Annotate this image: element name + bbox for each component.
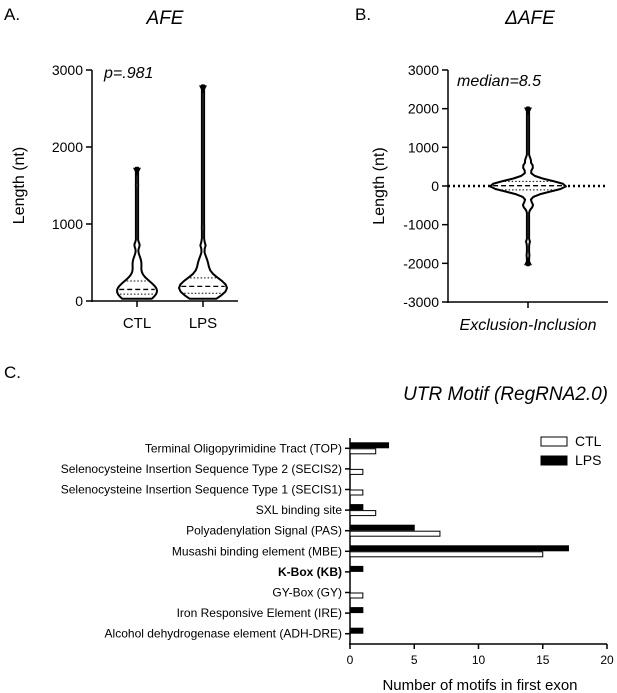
y-axis-label: Length (nt) xyxy=(11,146,28,225)
x-axis-label: Number of motifs in first exon xyxy=(382,677,578,693)
bar-ctl xyxy=(350,490,363,495)
panel-a-title: AFE xyxy=(146,8,184,29)
min-marker xyxy=(524,257,532,265)
bar-lps xyxy=(350,566,363,571)
x-tick-label: 5 xyxy=(410,653,418,667)
legend-label-lps: LPS xyxy=(575,452,602,468)
bar-lps xyxy=(350,443,389,448)
category-label: K-Box (KB) xyxy=(278,564,342,579)
category-label: Selenocysteine Insertion Sequence Type 1 (SECIS1) xyxy=(60,482,342,497)
category-label: Polyadenylation Signal (PAS) xyxy=(186,523,342,538)
y-axis-label: Length (nt) xyxy=(371,147,388,225)
y-tick-label: 1000 xyxy=(407,139,439,156)
bar-ctl xyxy=(350,511,376,516)
max-marker xyxy=(133,168,141,176)
max-marker xyxy=(199,85,207,93)
bar-ctl xyxy=(350,469,363,474)
panel-c-bar-chart xyxy=(61,384,614,693)
bar-ctl xyxy=(350,449,376,454)
legend-swatch-lps xyxy=(541,456,567,465)
x-tick-label: 20 xyxy=(600,653,614,667)
bar-lps xyxy=(350,608,363,613)
category-label: GY-Box (GY) xyxy=(272,585,342,600)
x-tick-label: 0 xyxy=(346,653,354,667)
category-label: Musashi binding element (MBE) xyxy=(171,544,342,559)
violin-lps xyxy=(179,85,227,298)
y-tick-label: -3000 xyxy=(403,294,439,310)
legend-label-ctl: CTL xyxy=(575,433,602,449)
panel-c-label: C. xyxy=(4,363,21,382)
bar-lps xyxy=(350,505,363,510)
category-label: Iron Responsive Element (IRE) xyxy=(176,606,342,621)
x-tick-label: LPS xyxy=(188,315,218,332)
y-tick-label: -2000 xyxy=(403,255,439,272)
x-tick-label: Exclusion-Inclusion xyxy=(459,317,597,334)
panel-b-violin-chart xyxy=(371,8,608,334)
bar-ctl xyxy=(350,552,543,557)
panel-b-label: B. xyxy=(355,5,372,24)
y-tick-label: 3000 xyxy=(51,62,83,78)
bar-lps xyxy=(350,546,568,551)
violin-delta-afe xyxy=(490,108,566,266)
category-label: Alcohol dehydrogenase element (ADH-DRE) xyxy=(104,626,342,641)
bar-lps xyxy=(350,525,414,530)
x-tick-label: CTL xyxy=(122,315,152,332)
y-tick-label: 0 xyxy=(431,178,439,194)
panel-a-label: A. xyxy=(4,5,21,24)
max-marker xyxy=(524,108,532,116)
y-tick-label: 0 xyxy=(75,293,83,309)
violin-ctl xyxy=(117,168,157,299)
x-tick-label: 15 xyxy=(536,653,550,667)
panel-b-title: ΔAFE xyxy=(505,8,555,29)
x-tick-label: 10 xyxy=(471,653,486,667)
panel-c-title: UTR Motif (RegRNA2.0) xyxy=(403,384,608,405)
category-label: Selenocysteine Insertion Sequence Type 2 (SECIS2) xyxy=(60,461,342,476)
panel-b-annotation: median=8.5 xyxy=(457,73,542,90)
y-tick-label: 1000 xyxy=(51,216,83,232)
category-label: SXL binding site xyxy=(255,503,342,518)
legend-swatch-ctl xyxy=(541,437,567,446)
y-tick-label: 2000 xyxy=(51,139,83,155)
panel-a-annotation: p=.981 xyxy=(104,65,154,82)
category-label: Terminal Oligopyrimidine Tract (TOP) xyxy=(144,441,342,456)
bar-ctl xyxy=(350,593,363,598)
y-tick-label: 2000 xyxy=(407,100,439,117)
y-tick-label: 3000 xyxy=(407,62,439,78)
bar-ctl xyxy=(350,531,440,536)
y-tick-label: -1000 xyxy=(403,216,439,233)
panel-a-violin-chart xyxy=(11,8,238,332)
bar-lps xyxy=(350,628,363,633)
